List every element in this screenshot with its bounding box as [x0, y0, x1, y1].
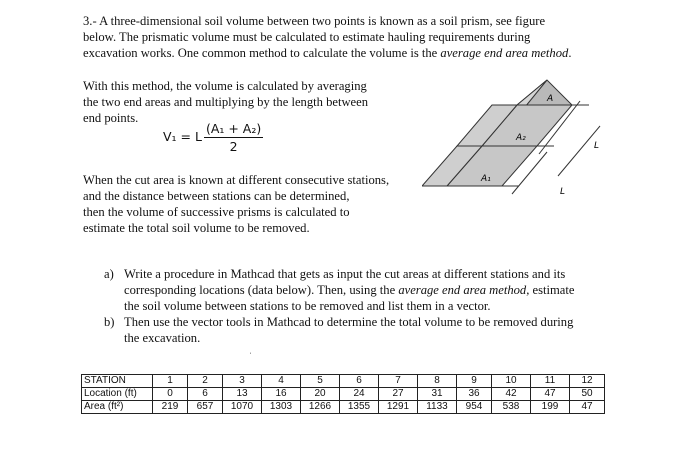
table-cell: 8 — [418, 375, 457, 388]
table-cell: 0 — [153, 388, 188, 401]
question-b — [104, 314, 619, 346]
formula-fraction — [204, 121, 263, 154]
table-cell: 1303 — [262, 401, 301, 414]
table-cell: 13 — [223, 388, 262, 401]
table-cell: 1355 — [340, 401, 379, 414]
question-b-label: b) — [104, 315, 115, 329]
table-cell: 4 — [262, 375, 301, 388]
table-cell: 538 — [492, 401, 531, 414]
area-row — [82, 401, 605, 414]
location-row — [82, 388, 605, 401]
dimension-line-lower — [558, 126, 600, 176]
table-cell: 24 — [340, 388, 379, 401]
table-cell: 27 — [379, 388, 418, 401]
table-cell: 1 — [153, 375, 188, 388]
question-b-text: Then use the vector tools in Mathcad to determine the total volume to be removed during the excavation. — [124, 315, 574, 345]
label-l-lower: L — [560, 187, 566, 197]
table-cell: 47 — [570, 401, 605, 414]
row-header: Area (ft²) — [82, 401, 153, 414]
table-cell: 12 — [570, 375, 605, 388]
formula-denominator: 2 — [229, 139, 238, 154]
formula-lhs: V₁ = L — [163, 129, 202, 144]
cut-area-paragraph: When the cut area is known at different consecutive stations, and the distance between stations can be determined, then the volume of successive prisms is calculated to estimate the total soil volume to be removed. — [83, 173, 390, 235]
table-cell: 1266 — [301, 401, 340, 414]
intro-emphasis: average end area method — [440, 46, 569, 60]
label-a2: A₂ — [516, 133, 526, 143]
table-cell: 16 — [262, 388, 301, 401]
label-l-upper: L — [594, 141, 600, 151]
stray-mark: ˌ — [249, 344, 252, 354]
table-cell: 11 — [531, 375, 570, 388]
station-row — [82, 375, 605, 388]
table-cell: 219 — [153, 401, 188, 414]
table-cell: 9 — [457, 375, 492, 388]
label-a1: A₁ — [481, 174, 491, 184]
table-cell: 954 — [457, 401, 492, 414]
station-data-table — [81, 374, 605, 414]
soil-prism-figure — [422, 68, 612, 228]
table-cell: 199 — [531, 401, 570, 414]
question-a-text: Write a procedure in Mathcad that gets as input the cut areas at different stations and its corresponding locations (data below). Then, using the average end area method, estimate the soil volume between stations to be removed and list them in a vector. — [124, 267, 575, 313]
volume-formula — [163, 121, 263, 154]
table-cell: 6 — [340, 375, 379, 388]
table-cell: 3 — [223, 375, 262, 388]
table-cell: 50 — [570, 388, 605, 401]
table-cell: 1133 — [418, 401, 457, 414]
table-cell: 1291 — [379, 401, 418, 414]
table-cell: 42 — [492, 388, 531, 401]
table-cell: 31 — [418, 388, 457, 401]
table-cell: 5 — [301, 375, 340, 388]
table-cell: 47 — [531, 388, 570, 401]
question-a — [104, 266, 619, 314]
row-header: STATION — [82, 375, 153, 388]
table-cell: 10 — [492, 375, 531, 388]
table-cell: 36 — [457, 388, 492, 401]
table-cell: 7 — [379, 375, 418, 388]
table-cell: 6 — [188, 388, 223, 401]
table-cell: 2 — [188, 375, 223, 388]
formula-numerator: (A₁ + A₂) — [205, 121, 262, 136]
table-cell: 1070 — [223, 401, 262, 414]
question-a-label: a) — [104, 267, 114, 281]
intro-paragraph: 3.- A three-dimensional soil volume between two points is known as a soil prism, see figure below. The prismatic volume must be calculated to estimate hauling requirements during excavation works. One common method to calculate the volume is the average end area method. — [83, 14, 572, 60]
label-a-top: A — [547, 94, 554, 104]
table-cell: 20 — [301, 388, 340, 401]
method-paragraph: With this method, the volume is calculated by averaging the two end areas and multiplying by the length between end points. — [83, 79, 369, 125]
table-cell: 657 — [188, 401, 223, 414]
row-header: Location (ft) — [82, 388, 153, 401]
